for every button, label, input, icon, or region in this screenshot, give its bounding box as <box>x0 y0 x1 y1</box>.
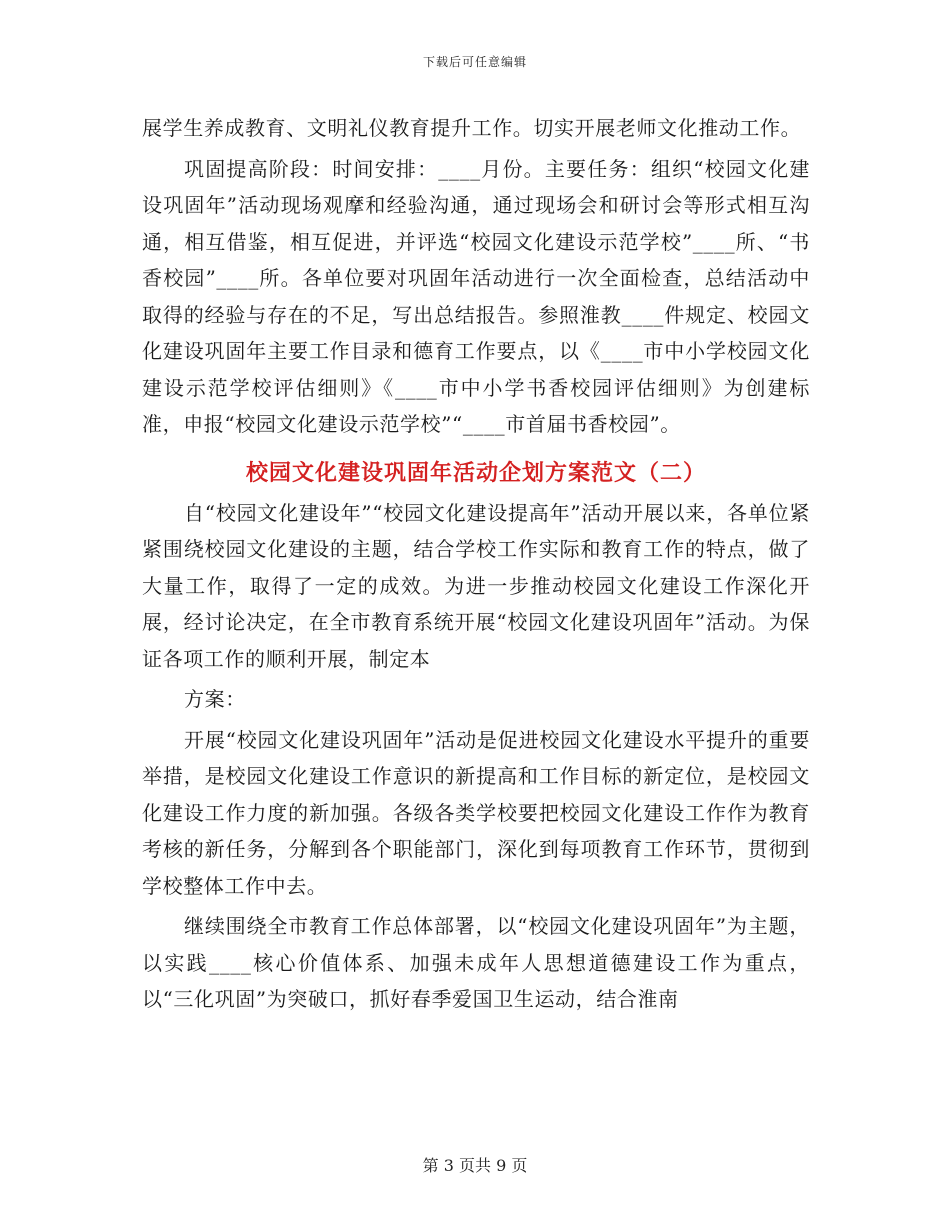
page-footer: 第 3 页共 9 页 <box>422 1156 528 1175</box>
section-title: 校园文化建设巩固年活动企划方案范文（二） <box>245 459 706 486</box>
paragraph: 巩固提高阶段：时间安排：____月份。主要任务：组织“校园文化建设巩固年”活动现场观摩和经验沟通，通过现场会和研讨会等形式相互沟通，相互借鉴，相互促进，并评选“校园文化建设示范学校”____所、“书香校园”____所。各单位要对巩固年活动进行一次全面检查，总结活动中取得的经验与存在的不足，写出总结报告。参照淮教____件规定、校园文化建设巩固年主要工作目录和德育工作要点，以《____市中小学校园文化建设示范学校评估细则》《____市中小学书香校园评估细则》为创建标准，申报“校园文化建设示范学校”“____市首届书香校园”。 <box>142 156 810 436</box>
paragraph: 方案： <box>184 687 246 711</box>
page-header: 下载后可任意编辑 <box>422 55 527 69</box>
paragraph: 开展“校园文化建设巩固年”活动是促进校园文化建设水平提升的重要举措，是校园文化建设工作意识的新提高和工作目标的新定位，是校园文化建设工作力度的新加强。各级各类学校要把校园文化建设工作作为教育考核的新任务，分解到各个职能部门，深化到每项教育工作环节，贯彻到学校整体工作中去。 <box>142 727 810 898</box>
paragraph: 展学生养成教育、文明礼仪教育提升工作。切实开展老师文化推动工作。 <box>142 116 802 140</box>
paragraph: 自“校园文化建设年”“校园文化建设提高年”活动开展以来，各单位紧紧围绕校园文化建设的主题，结合学校工作实际和教育工作的特点，做了大量工作，取得了一定的成效。为进一步推动校园文化建设工作深化开展，经讨论决定，在全市教育系统开展“校园文化建设巩固年”活动。为保证各项工作的顺利开展，制定本 <box>142 500 810 671</box>
document-body <box>142 110 810 1018</box>
paragraph: 继续围绕全市教育工作总体部署，以“校园文化建设巩固年”为主题，以实践____核心价值体系、加强未成年人思想道德建设工作为重点，以“三化巩固”为突破口，抓好春季爱国卫生运动，结合淮南 <box>142 914 810 1011</box>
